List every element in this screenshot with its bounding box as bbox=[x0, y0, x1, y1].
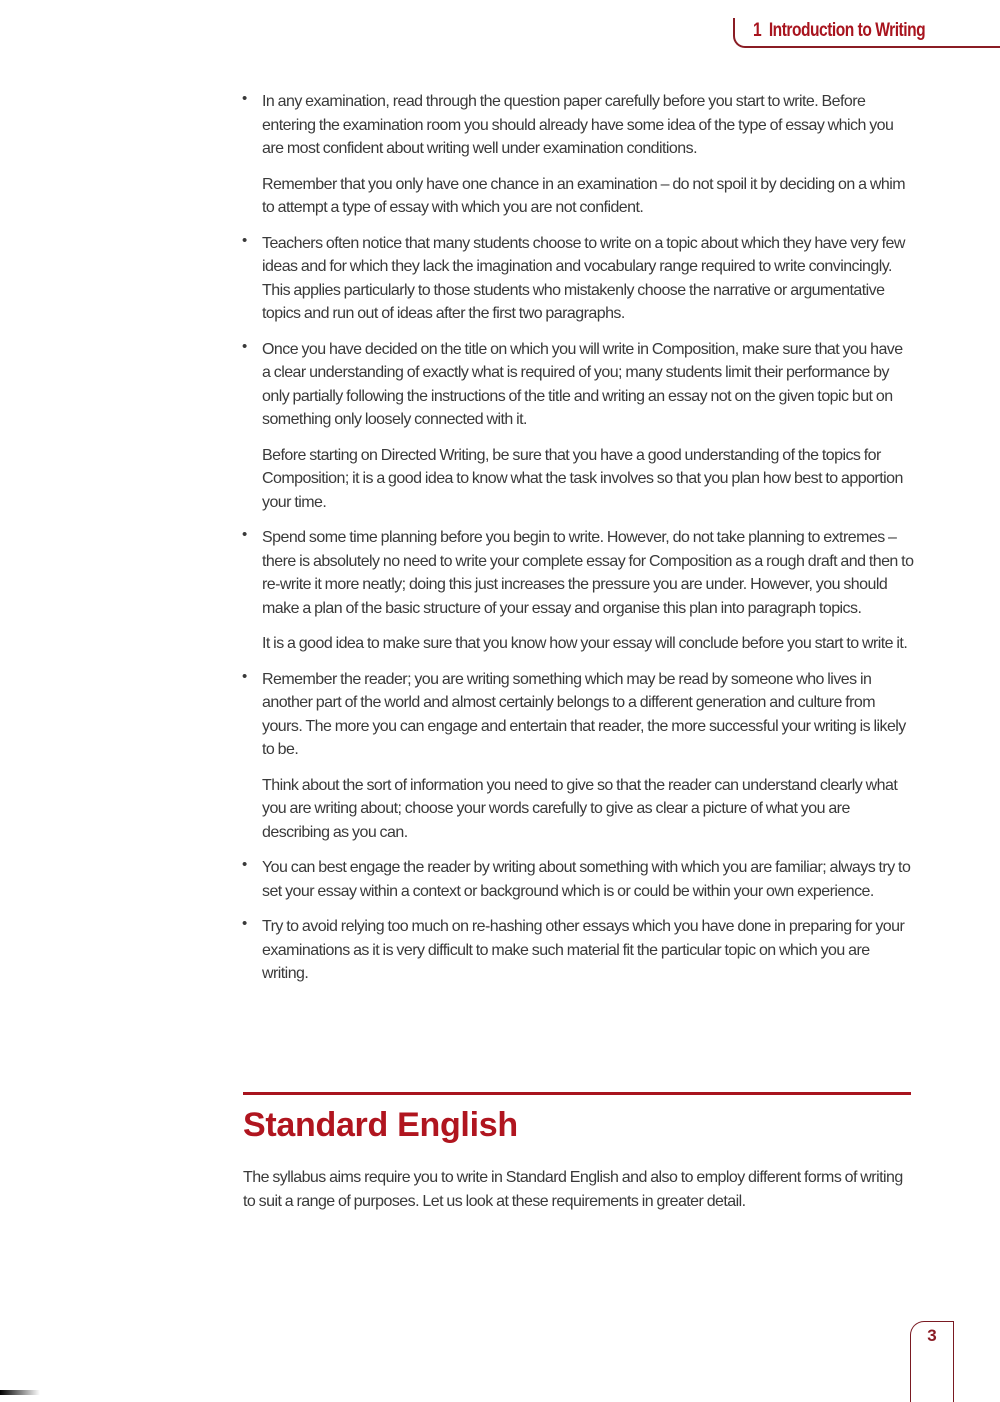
list-item bbox=[242, 90, 914, 220]
page-number: 3 bbox=[927, 1326, 937, 1345]
bullet-text: You can best engage the reader by writing about something with which you are familiar; always try to set your essay within a context or background which is or could be within your own experience. bbox=[262, 859, 911, 900]
bullet-text: Remember the reader; you are writing something which may be read by someone who lives in another part of the world and almost certainly belongs to a different generation and culture from yours. The more you can engage and entertain that reader, the more successful your writing is likely to be. bbox=[262, 670, 906, 758]
chapter-header bbox=[733, 18, 1000, 48]
page-number-tab bbox=[910, 1321, 954, 1402]
bullet-icon: • bbox=[242, 526, 248, 543]
bullet-follow-up: Think about the sort of information you need to give so that the reader can understand clearly what you are writing about; choose your words carefully to give as clear a picture of what you are describing as you can. bbox=[262, 776, 898, 841]
list-item bbox=[242, 526, 914, 656]
list-item bbox=[242, 668, 914, 845]
list-item bbox=[242, 915, 914, 986]
bullet-text: Try to avoid relying too much on re-hashing other essays which you have done in preparing for your examinations as it is very difficult to make such material fit the particular topic on which you are writing. bbox=[262, 918, 905, 982]
section-intro: The syllabus aims require you to write in Standard English and also to employ different forms of writing to suit a range of purposes. Let us look at these requirements in greater detail. bbox=[243, 1169, 903, 1210]
bullet-icon: • bbox=[242, 90, 248, 107]
bullet-icon: • bbox=[242, 856, 248, 873]
chapter-number: 1 bbox=[753, 20, 762, 41]
list-item bbox=[242, 338, 914, 515]
chapter-title: Introduction to Writing bbox=[768, 20, 926, 41]
bullet-follow-up: Before starting on Directed Writing, be sure that you have a good understanding of the topics for Composition; it is a good idea to know what the task involves so that you plan how best to apportion your time. bbox=[262, 446, 903, 511]
bullet-icon: • bbox=[242, 337, 248, 355]
bullet-text: Teachers often notice that many students choose to write on a topic about which they have very few ideas and for which they lack the imagination and vocabulary range required to write convincingly. This applies particularly to those students who mistakenly choose the narrative or argumentative topics and run out of ideas after the first two paragraphs. bbox=[262, 234, 905, 322]
section-title: Standard English bbox=[243, 1106, 518, 1144]
bullet-icon: • bbox=[242, 915, 248, 932]
scan-edge-mark bbox=[0, 1390, 40, 1395]
bullet-follow-up: Remember that you only have one chance in an examination – do not spoil it by deciding on a whim to attempt a type of essay with which you are not confident. bbox=[262, 175, 906, 216]
bullet-list bbox=[242, 90, 914, 998]
bullet-text: In any examination, read through the question paper carefully before you start to write. Before entering the examination room you should already have some idea of the type of essay which you are most confident about writing well under examination conditions. bbox=[262, 93, 894, 157]
bullet-text: Once you have decided on the title on which you will write in Composition, make sure that you have a clear understanding of exactly what is required of you; many students limit their performance by only partially following the instructions of the title and writing an essay not on the given topic but on something only loosely connected with it. bbox=[262, 340, 903, 428]
bullet-icon: • bbox=[242, 231, 248, 249]
bullet-follow-up: It is a good idea to make sure that you know how your essay will conclude before you start to write it. bbox=[262, 635, 908, 652]
list-item bbox=[242, 856, 914, 903]
bullet-text: Spend some time planning before you begin to write. However, do not take planning to extremes – there is absolutely no need to write your complete essay for Composition as a rough draft and then to re-write it more neatly; doing this just increases the pressure you are under. However, you should make a plan of the basic structure of your essay and organise this plan into paragraph topics. bbox=[262, 529, 914, 617]
section-divider bbox=[243, 1092, 911, 1095]
bullet-icon: • bbox=[242, 667, 248, 685]
chapter-heading bbox=[753, 20, 925, 42]
list-item bbox=[242, 232, 914, 326]
